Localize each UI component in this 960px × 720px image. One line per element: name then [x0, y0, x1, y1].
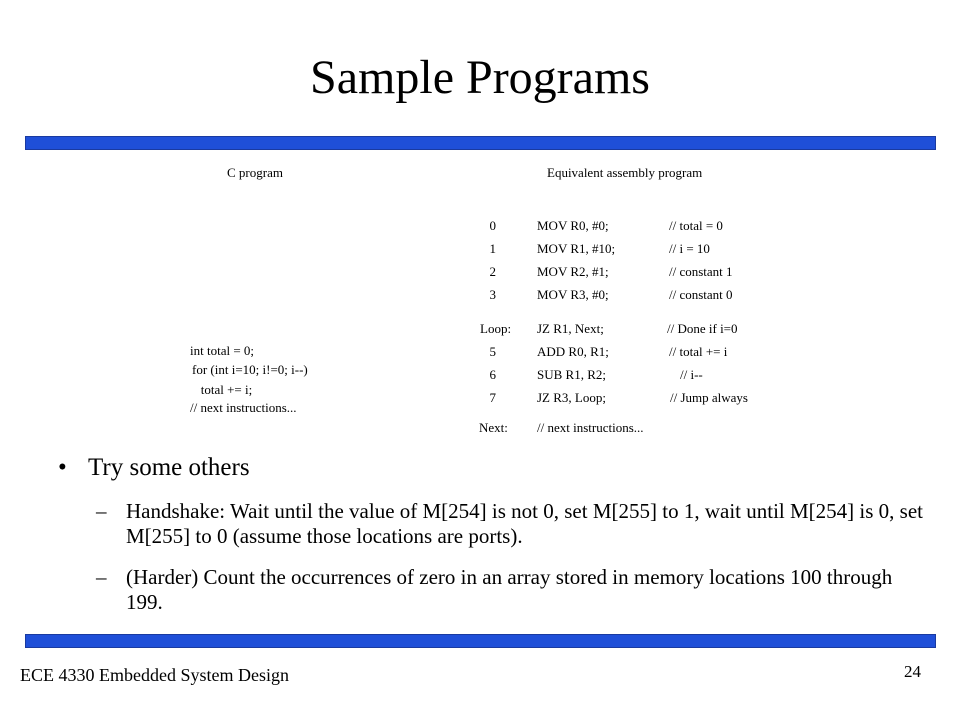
asm-line-label: 1 — [489, 241, 496, 256]
c-code-line: total += i; — [191, 382, 253, 397]
asm-comment: // i = 10 — [669, 241, 710, 256]
page-number: 24 — [904, 662, 921, 681]
asm-comment: // i-- — [680, 367, 703, 382]
assembly-program-header: Equivalent assembly program — [547, 165, 703, 180]
sub-bullet-count-zeros — [96, 565, 926, 615]
sub-bullet-dash: – — [96, 499, 107, 523]
c-code-line: // next instructions... — [190, 400, 297, 415]
asm-next-label: Next: — [479, 420, 508, 435]
asm-instruction: MOV R0, #0; — [537, 218, 609, 233]
bottom-divider-bar — [25, 634, 936, 648]
bullet-dot: • — [58, 454, 67, 481]
sub-bullet-handshake — [96, 499, 926, 549]
sub-bullet-dash: – — [96, 565, 107, 589]
c-program-header: C program — [227, 165, 283, 180]
asm-instruction: JZ R3, Loop; — [537, 390, 606, 405]
bullet-text: Try some others — [88, 454, 250, 481]
footer-course-name: ECE 4330 Embedded System Design — [20, 665, 289, 685]
asm-comment: // Done if i=0 — [667, 321, 738, 336]
asm-line-label: 5 — [489, 344, 496, 359]
sub-bullet-text: Handshake: Wait until the value of M[254] is not 0, set M[255] to 1, wait until M[254] is 0, set M[255] to 0 (assume those locations are ports). — [126, 499, 923, 548]
c-code-line: int total = 0; — [190, 343, 255, 358]
asm-comment: // constant 1 — [669, 264, 733, 279]
asm-comment: // total = 0 — [669, 218, 723, 233]
asm-comment: // constant 0 — [669, 287, 733, 302]
asm-instruction: MOV R1, #10; — [537, 241, 616, 256]
top-divider-bar — [25, 136, 936, 150]
asm-instruction: SUB R1, R2; — [537, 367, 606, 382]
asm-line-label: 6 — [489, 367, 496, 382]
asm-instruction: ADD R0, R1; — [537, 344, 609, 359]
asm-instruction: MOV R3, #0; — [537, 287, 609, 302]
asm-loop-label: Loop: — [480, 321, 512, 336]
sub-bullet-text: (Harder) Count the occurrences of zero in an array stored in memory locations 100 through 199. — [126, 565, 893, 614]
asm-instruction: MOV R2, #1; — [537, 264, 609, 279]
asm-instruction: JZ R1, Next; — [537, 321, 604, 336]
asm-line-label: 3 — [489, 287, 496, 302]
asm-instruction: // next instructions... — [537, 420, 644, 435]
asm-comment: // Jump always — [670, 390, 748, 405]
c-code-line: for (int i=10; i!=0; i--) — [192, 362, 308, 377]
asm-line-label: 2 — [489, 264, 496, 279]
asm-line-label: 0 — [489, 218, 496, 233]
asm-comment: // total += i — [669, 344, 728, 359]
asm-line-label: 7 — [489, 390, 496, 405]
slide-title: Sample Programs — [310, 51, 650, 104]
